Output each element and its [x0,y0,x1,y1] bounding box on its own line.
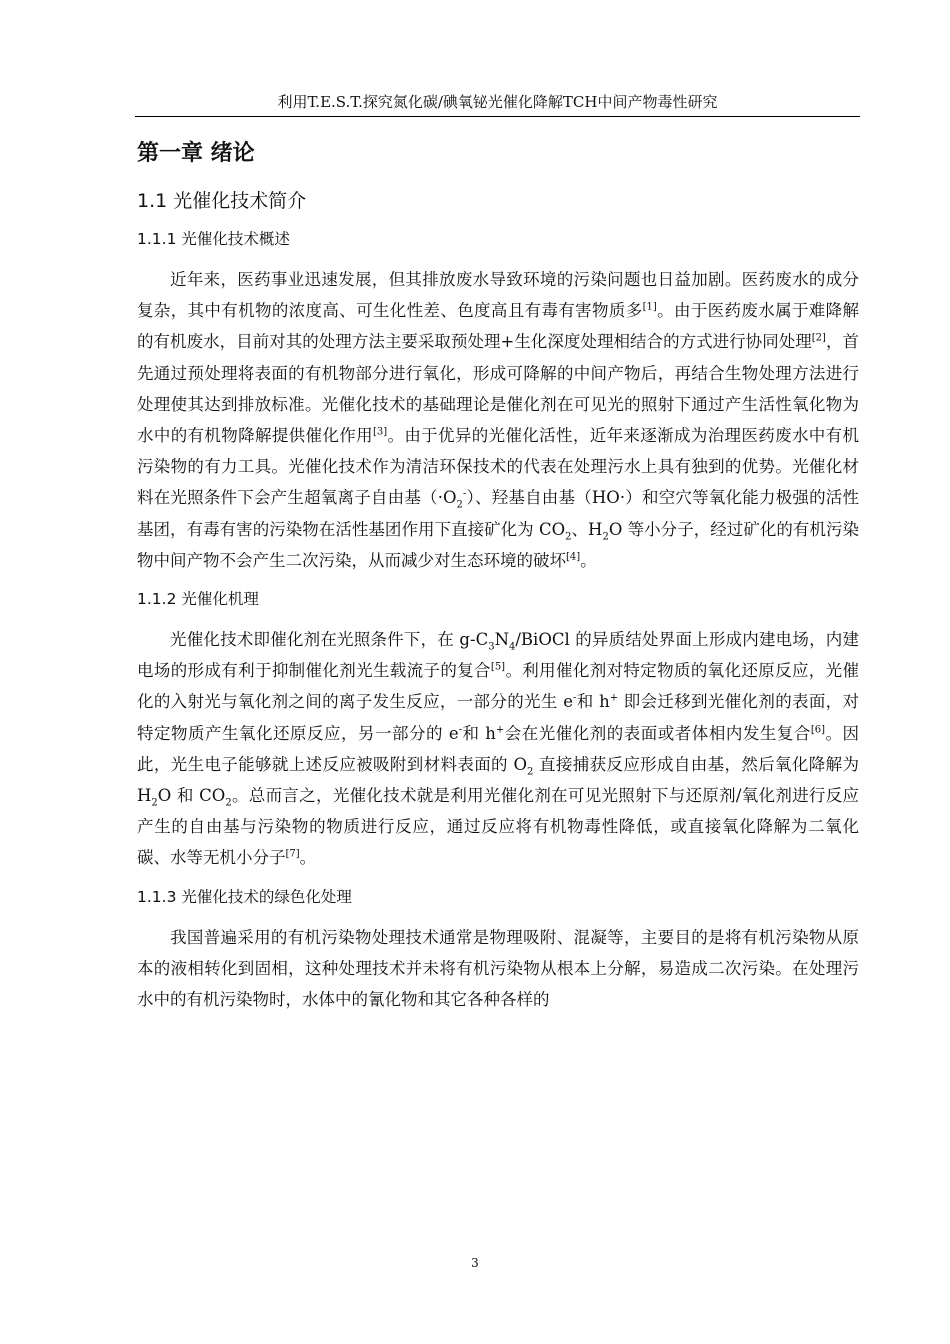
chapter-title: 第一章 绪论 [137,141,255,166]
header-rule [135,116,860,117]
section-heading-1-1-3: 1.1.3 光催化技术的绿色化处理 [137,887,352,906]
citation-6[interactable]: [6] [810,724,826,736]
citation-1[interactable]: [1] [642,301,657,313]
citation-7[interactable]: [7] [285,848,300,860]
section-heading-1-1-1: 1.1.1 光催化技术概述 [137,230,290,248]
paragraph-green-treatment: 我国普遍采用的有机污染物处理技术通常是物理吸附、混凝等，主要目的是将有机污染物从原本的液相转化到固相，这种处理技术并未将有机污染物从根本上分解，易造成二次污染。在处理污水中的有机污染物时，水体中的氰化物和其它各种各样的 [137,927,859,1010]
running-header: 利用T.E.S.T.探究氮化碳/碘氧铋光催化降解TCH中间产物毒性研究 [277,93,718,111]
citation-5[interactable]: [5] [490,661,506,673]
citation-2[interactable]: [2] [811,332,826,344]
paragraph-mechanism: 光催化技术即催化剂在光照条件下，在 $g-C_3N_4$/BiOCl 的异质结处界面上形成内建电场，内建电场的形成有利于抑制催化剂光生载流子的复合[5]。利用催化剂对特定物质的氧化还原反应，光催化的入射光与氧化剂之间的离子发生反应，一部分的光生 e-和 h+ 即会迁移到光催化剂的表面，对特定物质产生氧化还原反应，另一部分的 e-和 h+会在光催化剂的表面或者体相内发生复合[6]。因此，光生电子能够就上述反应被吸附到材料表面的 $O_2$ 直接捕获反应形成自由基，然后氧化降解为 $H_2O$ 和 $CO_2$。总而言之，光催化技术就是利用光催化剂在可见光照射下与还原剂/氧化剂进行反应产生的自由基与污染物的物质进行反应，通过反应将有机物毒性降低，或直接氧化降解为二氧化碳、水等无机小分子[7]。 [137,630,860,868]
paragraph-overview: 近年来，医药事业迅速发展，但其排放废水导致环境的污染问题也日益加剧。医药废水的成分复杂，其中有机物的浓度高、可生化性差、色度高且有毒有害物质多[1]。由于医药废水属于难降解的有机废水，目前对其的处理方法主要采取预处理+生化深度处理相结合的方式进行协同处理[2]，首先通过预处理将表面的有机物部分进行氧化，形成可降解的中间产物后，再结合生物处理方法进行处理使其达到排放标准。光催化技术的基础理论是催化剂在可见光的照射下通过产生活性氧化物为水中的有机物降解提供催化作用[3]。由于优异的光催化活性，近年来逐渐成为治理医药废水中有机污染物的有力工具。光催化技术作为清洁环保技术的代表在处理污水上具有独到的优势。光催化材料在光照条件下会产生超氧离子自由基$(\cdot O_2^-)$、羟基自由基（HO·）和空穴等氧化能力极强的活性基团，有毒有害的污染物在活性基团作用下直接矿化为 $CO_2$、$H_2O$ 等小分子，经过矿化的有机污染物中间产物不会产生二次污染，从而减少对生态环境的破坏[4]。 [137,270,860,570]
citation-3[interactable]: [3] [372,426,388,438]
section-heading-1-1-2: 1.1.2 光催化机理 [137,590,259,609]
page-number: 3 [471,1256,479,1270]
section-heading-1-1: 1.1 光催化技术简介 [137,190,307,212]
page-content [137,136,859,1015]
citation-4[interactable]: [4] [566,551,581,563]
